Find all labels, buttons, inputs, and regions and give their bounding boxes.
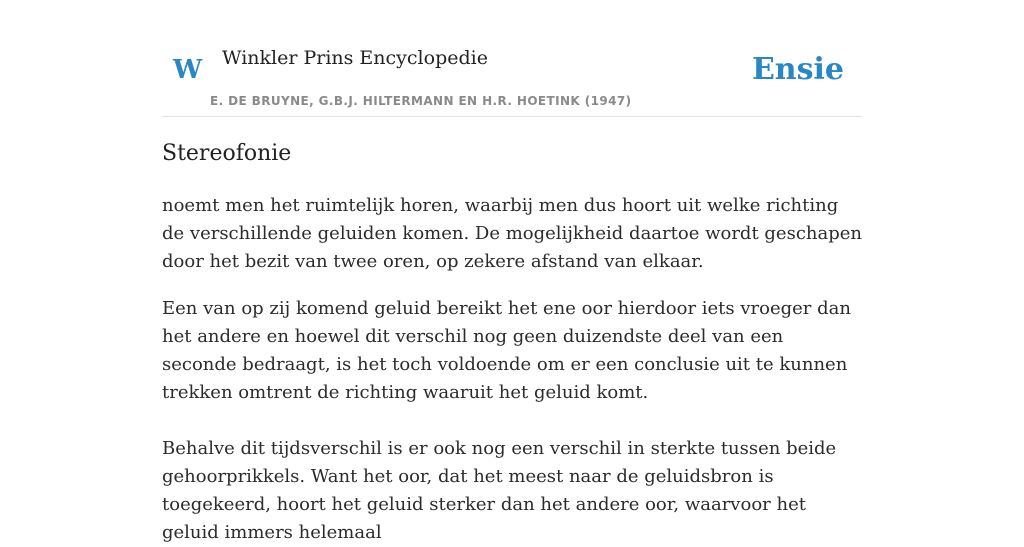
source-authors: E. DE BRUYNE, G.B.J. HILTERMANN EN H.R. HOETINK (1947) — [210, 94, 632, 108]
article-paragraph: Behalve dit tijdsverschil is er ook nog een verschil in sterkte tussen beide gehoorprikkels. Want het oor, dat het meest naar de geluidsbron is toegekeerd, hoort het geluid sterker dan het andere oor, waarvoor het geluid immers helemaal — [162, 438, 837, 543]
article-paragraph: noemt men het ruimtelijk horen, waarbij men dus hoort uit welke richting de verschillende geluiden komen. De mogelijkheid daartoe wordt geschapen door het bezit van twee oren, op zekere afstand van elkaar. — [162, 195, 862, 272]
source-title[interactable]: Winkler Prins Encyclopedie — [222, 47, 488, 69]
article-body — [162, 138, 862, 547]
source-header — [162, 0, 862, 117]
winkler-prins-logo[interactable]: W — [173, 55, 203, 85]
article-title: Stereofonie — [162, 141, 292, 166]
ensie-logo[interactable]: Ensie — [751, 52, 844, 87]
article-paragraph: Een van op zij komend geluid bereikt het ene oor hierdoor iets vroeger dan het andere en hoewel dit verschil nog geen duizendste deel van een seconde bedraagt, is het toch voldoende om er een conclusie uit te kunnen trekken omtrent de richting waaruit het geluid komt. — [162, 298, 851, 403]
